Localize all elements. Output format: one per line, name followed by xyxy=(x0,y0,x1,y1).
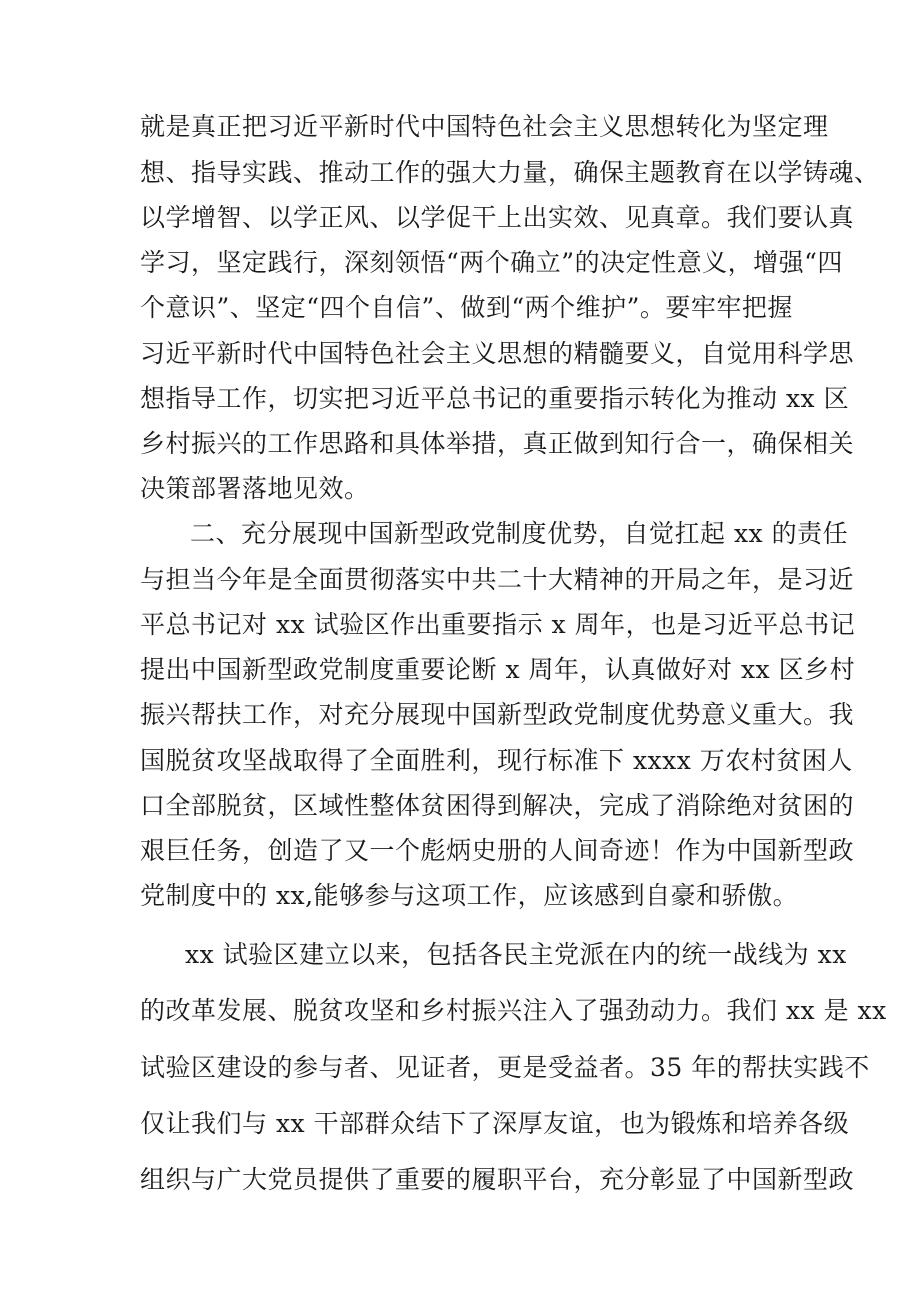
text-line: 想指导工作，切实把习近平总书记的重要指示转化为推动 xx 区 xyxy=(140,384,850,413)
text-line: xx 试验区建立以来，包括各民主党派在内的统一战线为 xx xyxy=(185,940,847,969)
text-line: 以学增智、以学正风、以学促干上出实效、见真章。我们要认真 xyxy=(140,203,855,232)
text-line: 学习，坚定践行，深刻领悟“两个确立”的决定性意义，增强“四 xyxy=(140,248,843,277)
text-line: 艰巨任务，创造了又一个彪炳史册的人间奇迹！作为中国新型政 xyxy=(140,836,855,865)
text-line: 就是真正把习近平新时代中国特色社会主义思想转化为坚定理 xyxy=(140,112,829,141)
text-line: 振兴帮扶工作，对充分展现中国新型政党制度优势意义重大。我 xyxy=(140,700,855,729)
text-line: 个意识”、坚定“四个自信”、做到“两个维护”。要牢牢把握 xyxy=(140,293,793,322)
section-heading-line: 二、充分展现中国新型政党制度优势，自觉扛起 xx 的责任 xyxy=(190,519,849,548)
text-line: 国脱贫攻坚战取得了全面胜利，现行标准下 xxxx 万农村贫困人 xyxy=(140,746,853,775)
text-line: 决策部署落地见效。 xyxy=(140,474,370,503)
text-line: 习近平新时代中国特色社会主义思想的精髓要义，自觉用科学思 xyxy=(140,339,855,368)
text-line: 平总书记对 xx 试验区作出重要指示 x 周年，也是习近平总书记 xyxy=(140,610,856,639)
text-line: 仅让我们与 xx 干部群众结下了深厚友谊，也为锻炼和培养各级 xyxy=(140,1109,850,1138)
text-line: 提出中国新型政党制度重要论断 x 周年，认真做好对 xx 区乡村 xyxy=(140,655,856,684)
text-line: 党制度中的 xx,能够参与这项工作，应该感到自豪和骄傲。 xyxy=(140,881,799,910)
text-line: 试验区建设的参与者、见证者，更是受益者。35 年的帮扶实践不 xyxy=(140,1053,870,1082)
text-line: 口全部脱贫，区域性整体贫困得到解决，完成了消除绝对贫困的 xyxy=(140,791,855,820)
text-line: 组织与广大党员提供了重要的履职平台，充分彰显了中国新型政 xyxy=(140,1165,855,1194)
text-line: 的改革发展、脱贫攻坚和乡村振兴注入了强劲动力。我们 xx 是 xx xyxy=(140,996,887,1025)
text-line: 想、指导实践、推动工作的强大力量，确保主题教育在以学铸魂、 xyxy=(140,158,880,187)
text-line: 与担当今年是全面贯彻落实中共二十大精神的开局之年，是习近 xyxy=(140,565,855,594)
text-line: 乡村振兴的工作思路和具体举措，真正做到知行合一，确保相关 xyxy=(140,429,855,458)
